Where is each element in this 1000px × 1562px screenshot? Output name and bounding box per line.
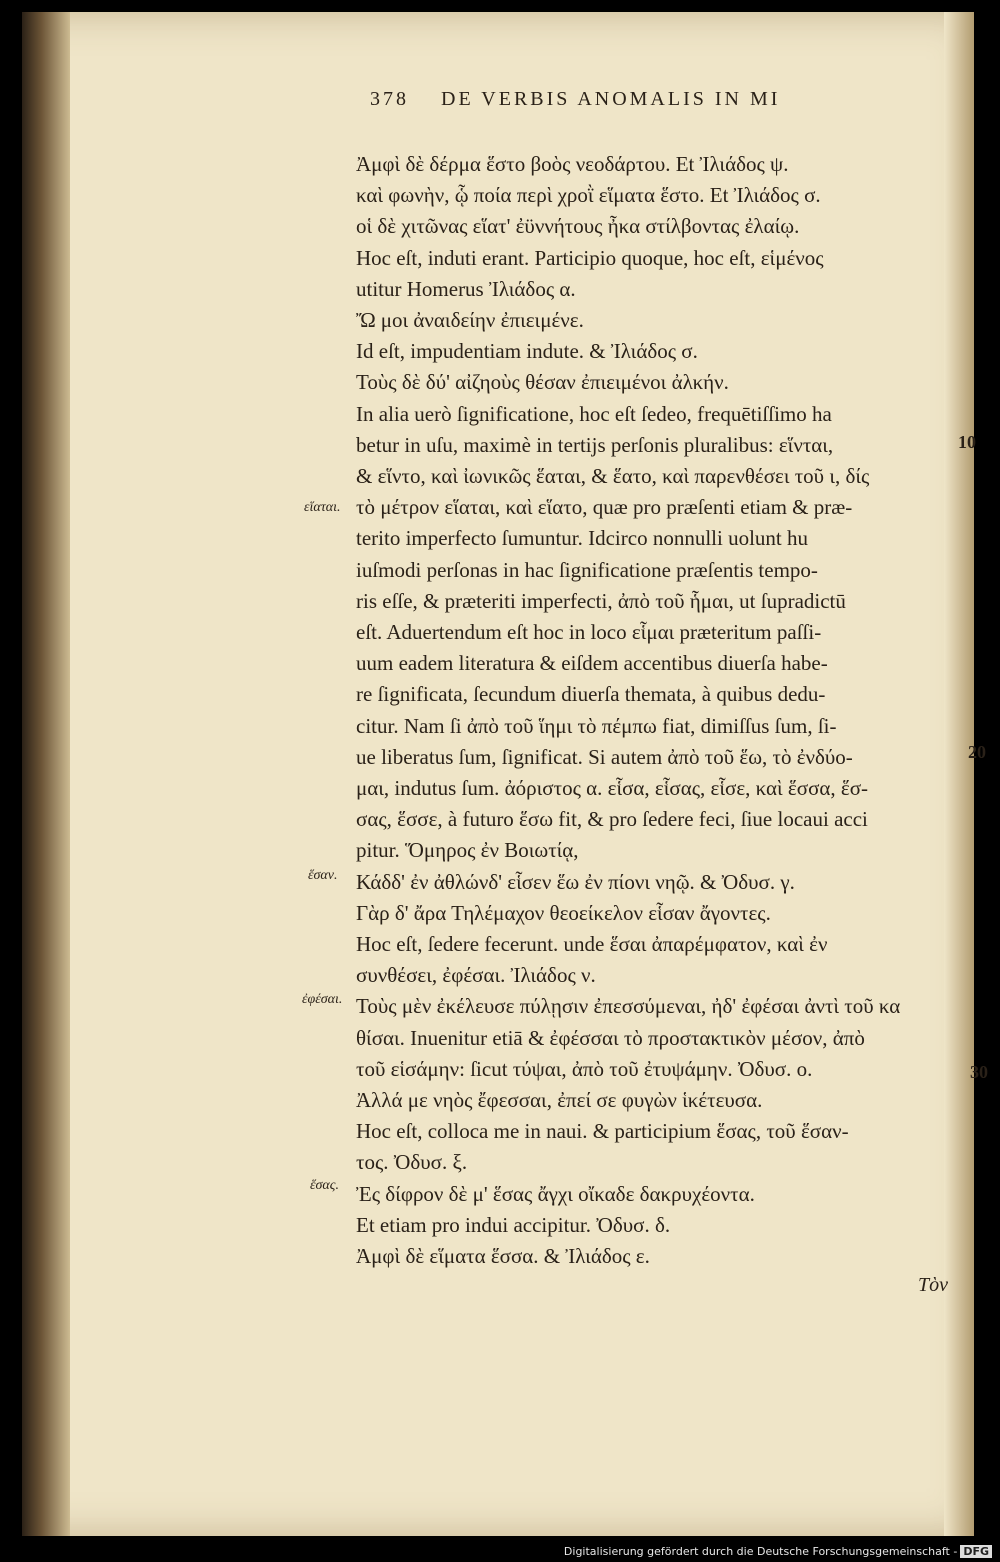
text-line: Id eſt, impudentiam indute. & Ἰλιάδος σ. [356,339,698,364]
text-line: Et etiam pro indui accipitur. Ὀδυσ. δ. [356,1212,671,1237]
text-line: terito imperfecto ſumuntur. Idcirco nonnulli uolunt hu [356,526,808,551]
catchword: Τὸν [918,1274,948,1296]
book-page [22,12,988,1536]
page-number: 378 [370,88,409,110]
margin-note: ἕσαν. [308,868,338,883]
line-number: 20 [968,742,986,762]
text-line: ue liberatus ſum, ſignificat. Si autem ἀπὸ τοῦ ἕω, τὸ ἐνδύο- [356,744,853,769]
margin-note: ἐφέσαι. [302,992,343,1007]
text-line: & εἵντο, καὶ ἰωνικῶς ἕαται, & ἕατο, καὶ παρενθέσει τοῦ ι, δίς [356,464,870,488]
text-line: Ἀμφὶ δὲ δέρμα ἕστο βοὸς νεοδάρτου. Et Ἰλιάδος ψ. [356,152,789,176]
text-line: re ſignificata, ſecundum diuerſa themata, à quibus dedu- [356,682,826,707]
text-line: οἱ δὲ χιτῶνας εἵατ' ἐϋννήτους ἦκα στίλβοντας ἐλαίῳ. [356,214,800,239]
text-line: τὸ μέτρον εἵαται, καὶ εἵατο, quæ pro præſenti etiam & præ- [356,495,853,520]
text-line: Ἀμφὶ δὲ εἵματα ἕσσα. & Ἰλιάδος ε. [356,1244,650,1268]
text-line: καὶ φωνὴν, ᾧ ποία περὶ χροῒ εἵματα ἕστο. Et Ἰλιάδος σ. [356,183,821,208]
text-line: In alia uerò ſignificatione, hoc eſt ſedeo, frequētiſſimo ha [356,401,832,426]
digitization-footer [564,1545,992,1558]
text-line: σας, ἕσσε, à futuro ἕσω fit, & pro ſedere feci, ſiue locaui acci [356,807,868,832]
dfg-logo: DFG [960,1545,992,1558]
running-title: DE VERBIS ANOMALIS IN MI [441,88,781,110]
text-line: Ἐς δίφρον δὲ μ' ἕσας ἄγχι οἴκαδε δακρυχέοντα. [356,1181,755,1206]
footer-text: Digitalisierung gefördert durch die Deutsche Forschungsgemeinschaft - [563,1545,958,1558]
text-line: Ὤ μοι ἀναιδείην ἐπιειμένε. [356,308,584,332]
text-line: utitur Homerus Ἰλιάδος α. [356,276,576,301]
text-line: θίσαι. Inuenitur etiā & ἐφέσσαι τὸ προστακτικὸν μέσον, ἀπὸ [356,1025,865,1050]
text-line: Γὰρ δ' ἄρα Τηλέμαχον θεοείκελον εἷσαν ἄγοντες. [356,900,771,925]
text-line: eſt. Aduertendum eſt hoc in loco εἷμαι præteritum paſſi- [356,620,822,644]
running-header [370,88,780,111]
line-number: 30 [970,1062,988,1082]
margin-note: ἕσας. [310,1178,339,1193]
text-line: Κάδδ' ἐν ἀθλώνδ' εἷσεν ἕω ἐν πίονι νηῷ. & Ὀδυσ. γ. [356,869,795,894]
text-line: μαι, indutus ſum. ἀόριστος α. εἷσα, εἷσας, εἷσε, καὶ ἕσσα, ἕσ- [356,776,869,800]
page-edge-shadow [944,12,974,1536]
text-line: Hoc eſt, induti erant. Participio quoque, hoc eſt, εἱμένος [356,245,824,270]
text-line: Τοὺς δὲ δύ' αἰζηοὺς θέσαν ἐπιειμένοι ἀλκήν. [356,370,729,395]
text-line: citur. Nam ſi ἀπὸ τοῦ ἵημι τὸ πέμπω fiat, dimiſſus ſum, ſi- [356,713,837,738]
text-line: betur in uſu, maximè in tertijs perſonis pluralibus: εἵνται, [356,432,834,457]
text-line: uum eadem literatura & eiſdem accentibus diuerſa habe- [356,651,828,676]
text-line: pitur. Ὅμηρος ἐν Βοιωτίᾳ, [356,838,579,863]
text-line: iuſmodi perſonas in hac ſignificatione præſentis tempo- [356,557,818,582]
text-line: τοῦ εἱσάμην: ſicut τύψαι, ἀπὸ τοῦ ἐτυψάμην. Ὀδυσ. ο. [356,1056,813,1081]
text-line: Hoc eſt, colloca me in naui. & participium ἕσας, τοῦ ἕσαν- [356,1119,849,1144]
text-line: ris eſſe, & præteriti imperfecti, ἀπὸ τοῦ ἧμαι, ut ſupradictū [356,588,846,613]
text-line: Τοὺς μὲν ἐκέλευσε πύλῃσιν ἐπεσσύμεναι, ἠδ' ἐφέσαι ἀντὶ τοῦ κα [356,994,901,1019]
line-number: 10 [958,432,976,452]
text-line: Hoc eſt, ſedere fecerunt. unde ἕσαι ἀπαρέμφατον, καὶ ἐν [356,932,828,956]
text-line: τος. Ὀδυσ. ξ. [356,1150,468,1175]
margin-note: εἵαται. [304,500,341,515]
text-line: συνθέσει, ἐφέσαι. Ἰλιάδος ν. [356,963,596,988]
page-gutter-shadow [22,12,70,1536]
text-line: Ἀλλά με νηὸς ἔφεσσαι, ἐπεί σε φυγὼν ἱκέτευσα. [356,1088,763,1112]
